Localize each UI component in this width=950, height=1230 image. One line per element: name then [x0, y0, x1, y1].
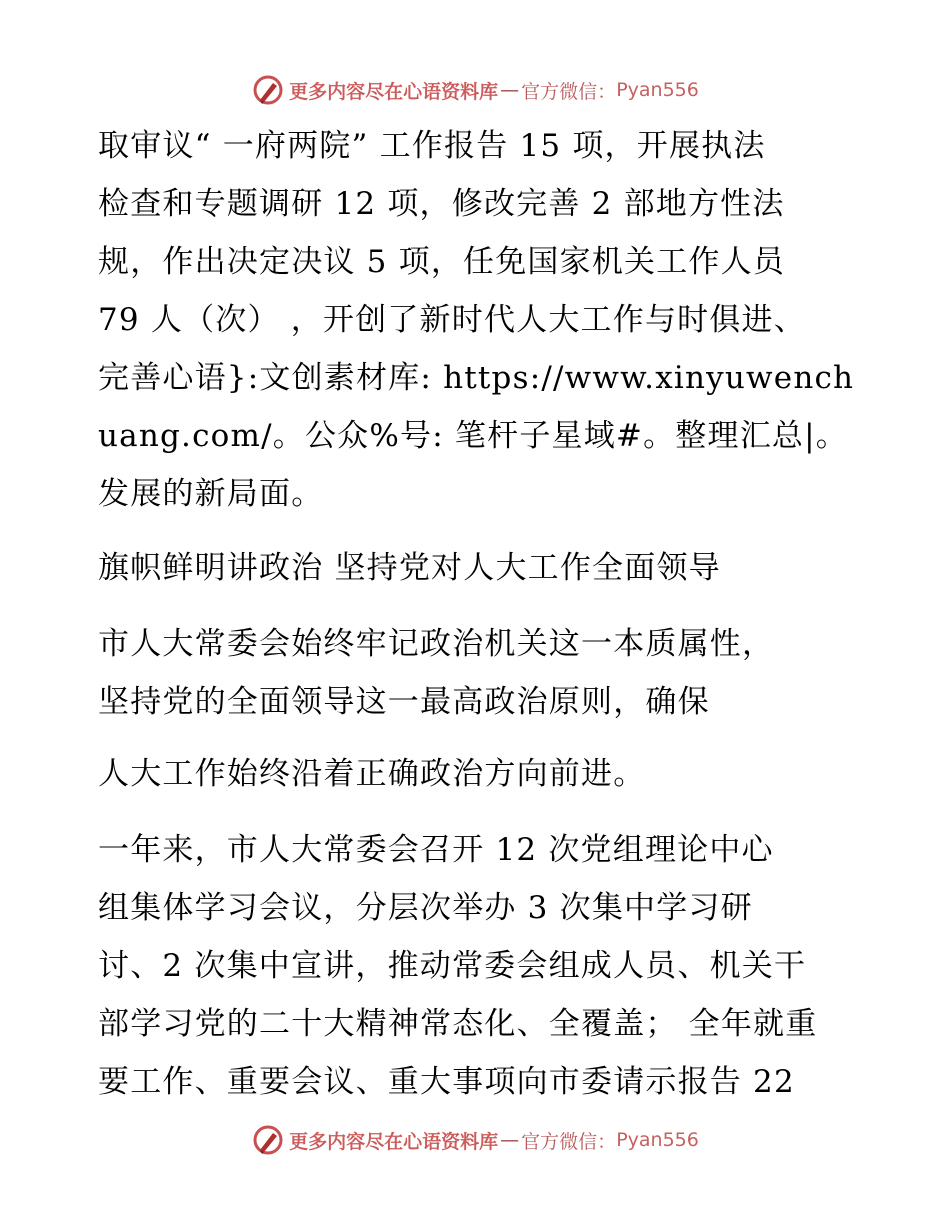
banner-sub-text: 官方微信：	[521, 80, 617, 103]
text-line: 人大工作始终沿着正确政治方向前进。	[98, 756, 646, 792]
text-line: 讨、2 次集中宣讲，推动常委会组成人员、机关干	[98, 948, 807, 984]
text-line: 规，作出决定决议 5 项，任免国家机关工作人员	[98, 244, 786, 280]
footer-banner	[0, 1120, 950, 1160]
banner-sub-text: 官方微信：	[521, 1130, 617, 1153]
pen-logo-icon	[251, 73, 285, 107]
text-line: 79 人（次） ，开创了新时代人大工作与时俱进、	[98, 302, 806, 338]
pen-logo-icon	[251, 1123, 285, 1157]
text-line: 要工作、重要会议、重大事项向市委请示报告 22	[98, 1064, 795, 1100]
banner-wechat-id: Pyan556	[616, 79, 699, 101]
text-line: 市人大常委会始终牢记政治机关这一本质属性，	[98, 626, 775, 662]
header-banner	[0, 70, 950, 110]
text-line: uang.com/。公众%号: 笔杆子星域#。整理汇总|。	[98, 418, 848, 454]
text-line: 完善心语}:文创素材库: https://www.xinyuwench	[98, 360, 855, 396]
banner-wechat-id: Pyan556	[616, 1129, 699, 1151]
text-line: 部学习党的二十大精神常态化、全覆盖； 全年就重	[98, 1006, 818, 1042]
banner-separator: —	[500, 1129, 520, 1151]
banner-separator: —	[500, 79, 520, 101]
banner-main-text: 更多内容尽在心语资料库	[289, 80, 499, 103]
text-line: 检查和专题调研 12 项，修改完善 2 部地方性法	[98, 186, 785, 222]
text-line: 组集体学习会议，分层次举办 3 次集中学习研	[98, 890, 753, 926]
text-line: 一年来，市人大常委会召开 12 次党组理论中心	[98, 832, 774, 868]
banner-main-text: 更多内容尽在心语资料库	[289, 1130, 499, 1153]
text-line: 坚持党的全面领导这一最高政治原则，确保	[98, 684, 710, 720]
text-line: 取审议“ 一府两院” 工作报告 15 项，开展执法	[98, 128, 766, 164]
section-heading: 旗帜鲜明讲政治 坚持党对人大工作全面领导	[98, 550, 721, 586]
text-line: 发展的新局面。	[98, 476, 324, 512]
